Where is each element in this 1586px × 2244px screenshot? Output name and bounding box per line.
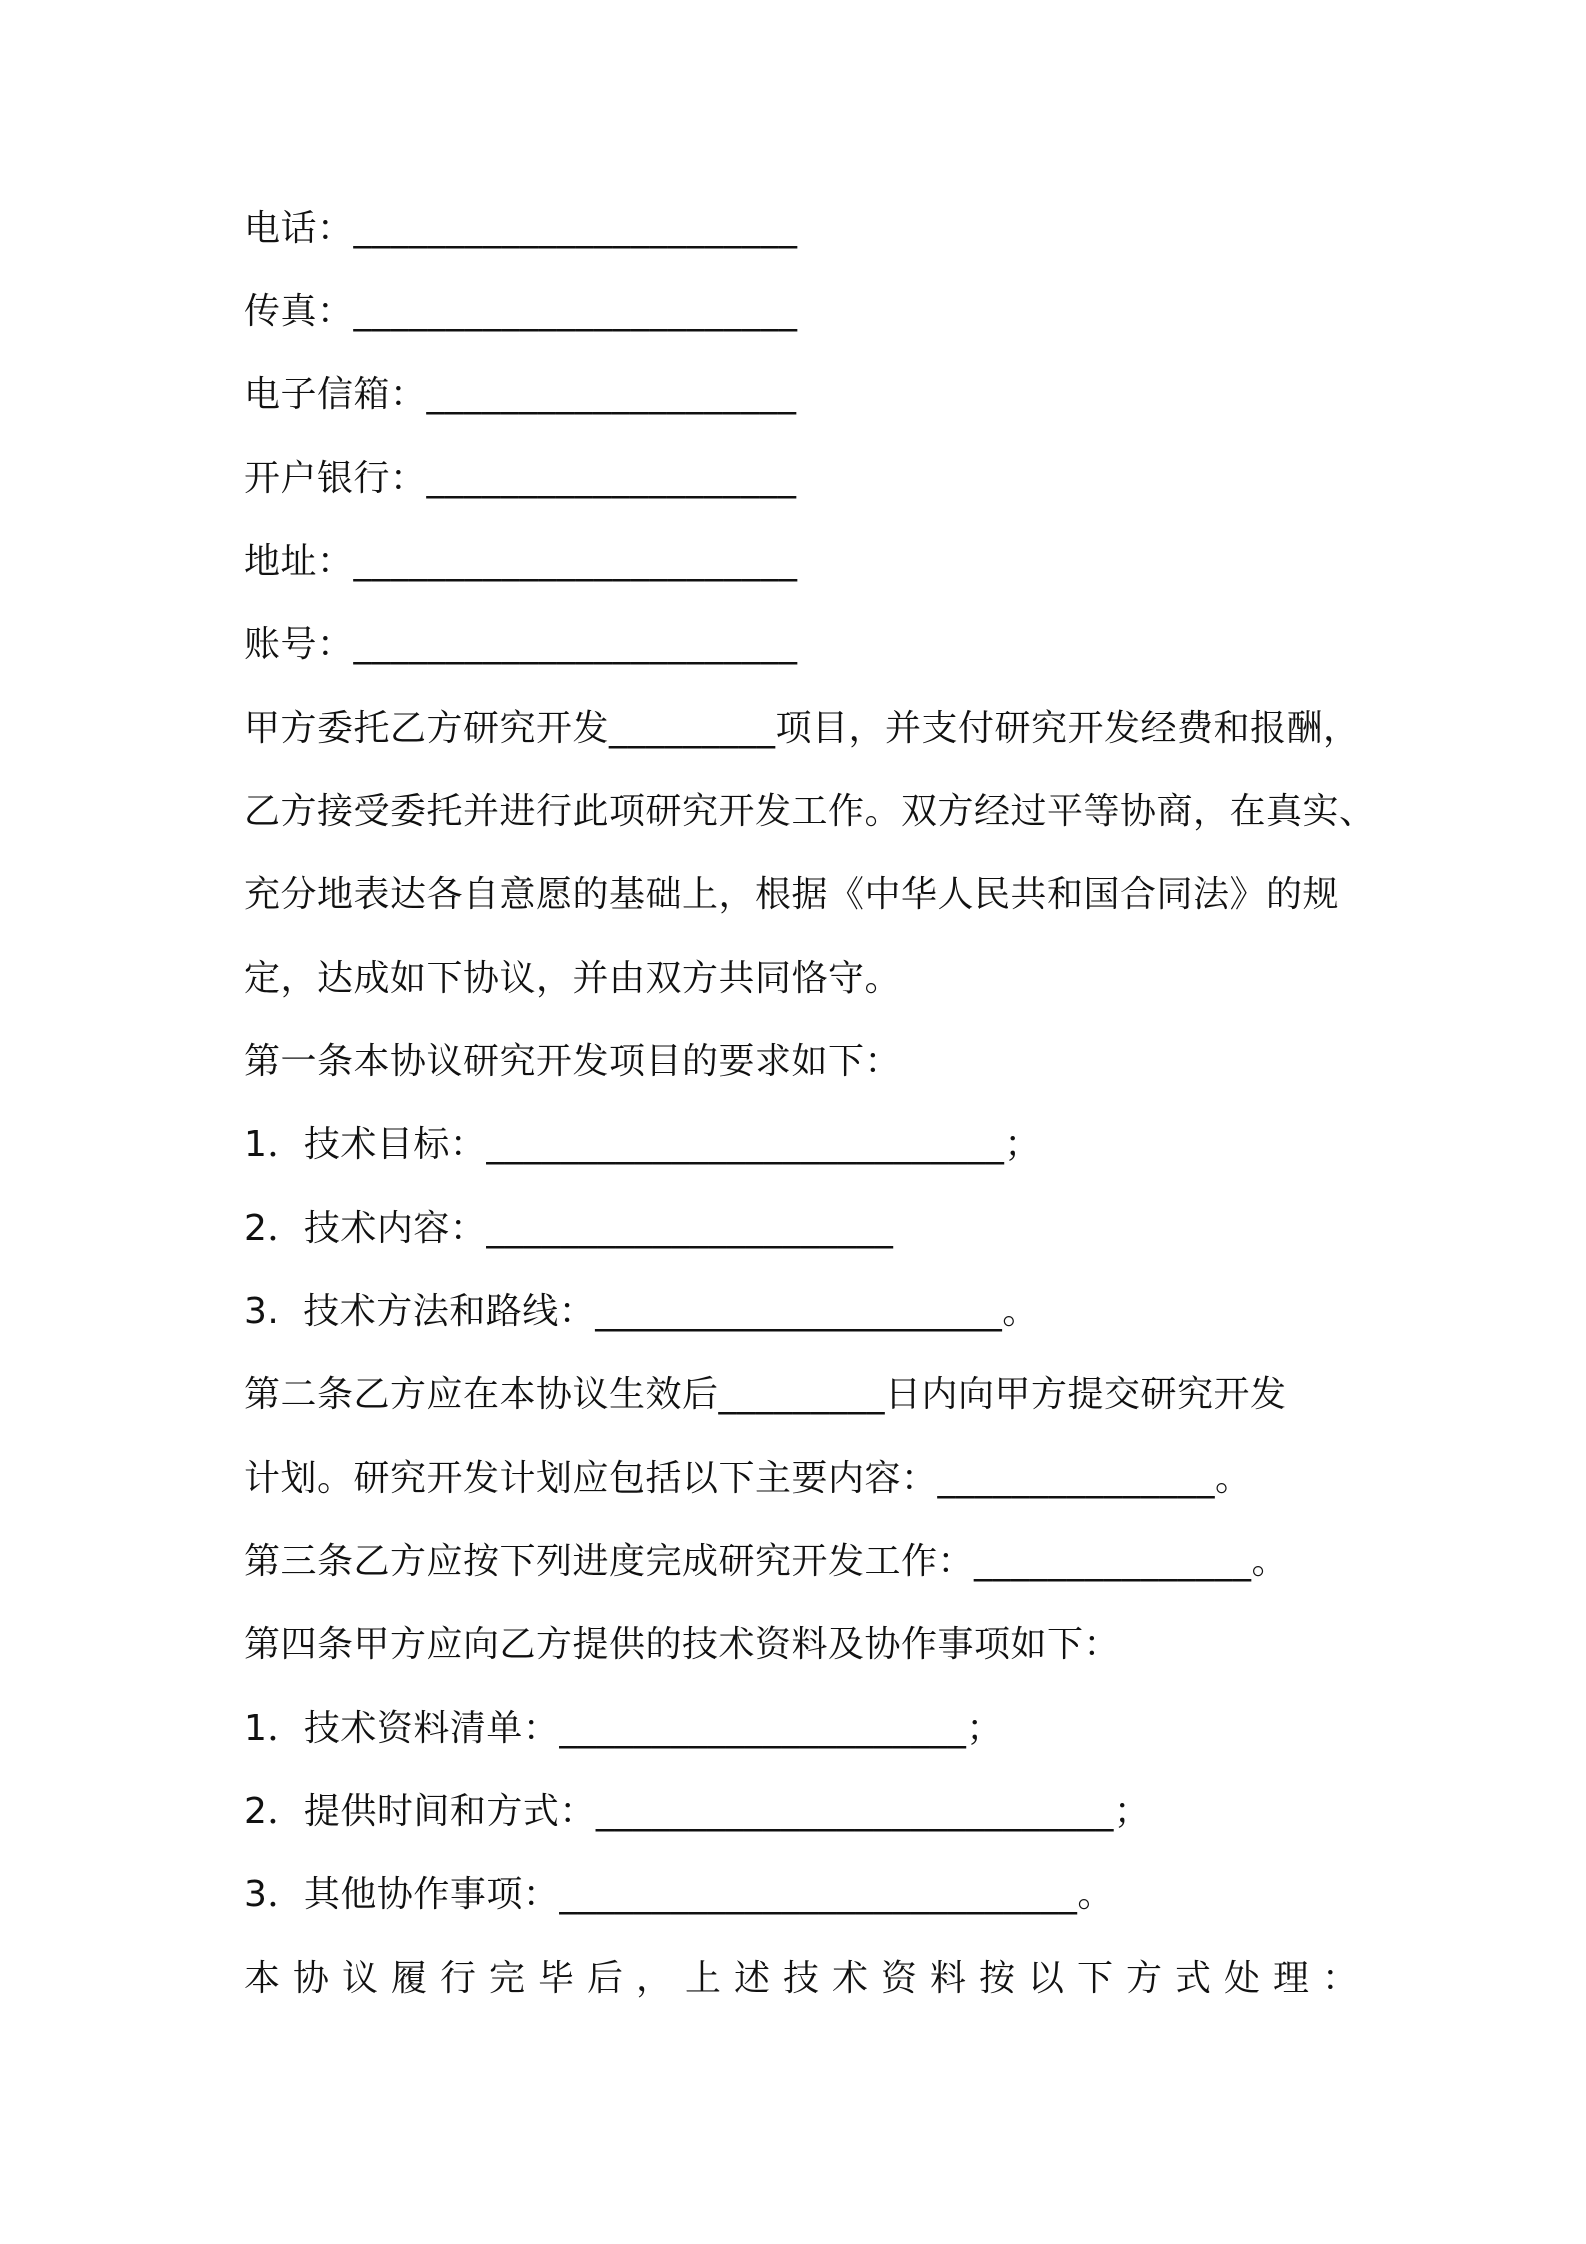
phone-field-line: 电话：________________________: [244, 208, 798, 249]
article-4-item: 3．其他协作事项：____________________________。: [244, 1874, 1114, 1915]
account-field-line: 账号：________________________: [244, 624, 798, 665]
intro-paragraph-line: 乙方接受委托并进行此项研究开发工作。双方经过平等协商，在真实、: [244, 791, 1376, 832]
email-field-line: 电子信箱：____________________: [244, 374, 797, 415]
bank-field-line: 开户银行：____________________: [244, 458, 797, 499]
address-field-line: 地址：________________________: [244, 541, 798, 582]
article-3-line: 第三条乙方应按下列进度完成研究开发工作：_______________。: [244, 1541, 1289, 1582]
article-4-item: 2．提供时间和方式：____________________________；: [244, 1791, 1151, 1832]
intro-paragraph-line: 充分地表达各自意愿的基础上，根据《中华人民共和国合同法》的规: [244, 874, 1340, 915]
fax-field-line: 传真：________________________: [244, 291, 798, 332]
article-2-line: 计划。研究开发计划应包括以下主要内容：_______________。: [244, 1458, 1252, 1499]
intro-paragraph-line: 甲方委托乙方研究开发_________项目，并支付研究开发经费和报酬，: [244, 708, 1360, 749]
article-1-item: 3. 技术方法和路线：______________________。: [244, 1291, 1039, 1332]
article-1-item: 2．技术内容：______________________: [244, 1208, 894, 1249]
article-1-heading: 第一条本协议研究开发项目的要求如下：: [244, 1041, 902, 1082]
article-4-item: 1．技术资料清单：______________________；: [244, 1708, 1003, 1749]
article-2-line: 第二条乙方应在本协议生效后_________日内向甲方提交研究开发: [244, 1374, 1287, 1415]
article-1-item: 1．技术目标：____________________________；: [244, 1124, 1041, 1165]
article-4-heading: 第四条甲方应向乙方提供的技术资料及协作事项如下：: [244, 1624, 1121, 1665]
intro-paragraph-line: 定，达成如下协议，并由双方共同恪守。: [244, 958, 902, 999]
closing-line: 本协议履行完毕后，上述技术资料按以下方式处理：: [244, 1958, 1372, 1999]
